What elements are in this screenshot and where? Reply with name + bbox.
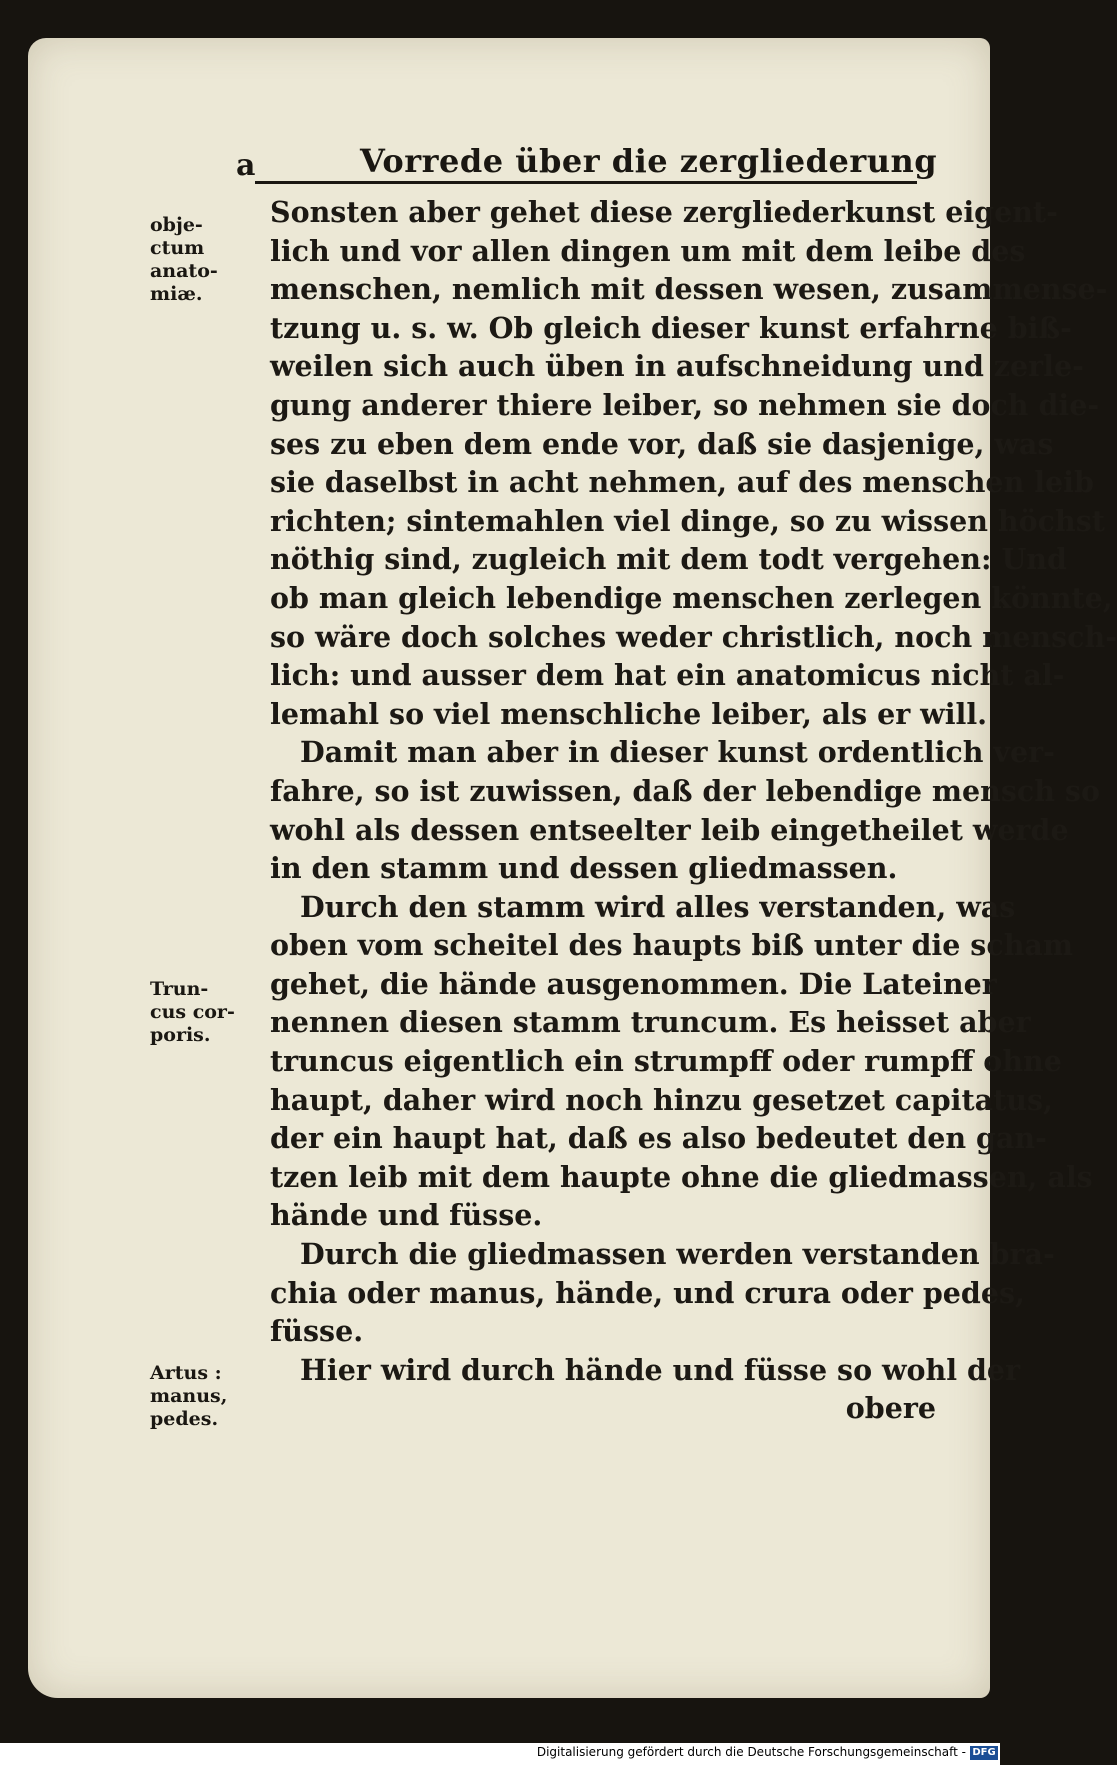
text-line: Sonsten aber gehet diese zergliederkunst eigent- [270,195,1058,229]
text-line: chia oder manus, hände, und crura oder pedes, [270,1275,1025,1310]
text-line: tzung u. s. w. Ob gleich dieser kunst erfahrne biß- [270,310,1072,345]
text-line: tzen leib mit dem haupte ohne die gliedmassen, als [270,1159,1093,1194]
text-line: ob man gleich lebendige menschen zerlegen könnte, [270,580,1113,615]
text-line: richten; sintemahlen viel dinge, so zu wissen höchst [270,503,1105,538]
footer-bar [0,1743,1000,1765]
marginal-note-artus: Artus : manus, pedes. [150,1362,228,1430]
text-line: in den stamm und dessen gliedmassen. [270,851,898,886]
text-line: lich und vor allen dingen um mit dem leibe des [270,233,1026,268]
text-line: füsse. [270,1314,364,1349]
text-line: Durch die gliedmassen werden verstanden bra- [300,1237,1055,1272]
footer-credit: Digitalisierung gefördert durch die Deutsche Forschungsgemeinschaft - [536,1745,966,1759]
text-line: truncus eigentlich ein strumpff oder rumpff ohne [270,1044,1062,1079]
page-number: a [236,148,256,183]
dfg-logo-icon: DFG [970,1746,998,1760]
text-line: haupt, daher wird noch hinzu gesetzet capitatus, [270,1082,1053,1117]
text-line: sie daselbst in acht nehmen, auf des menschen leib [270,465,1094,500]
catchword: obere [845,1391,936,1426]
text-line: nennen diesen stamm truncum. Es heisset aber [270,1005,1031,1040]
text-line: gehet, die hände ausgenommen. Die Lateiner [270,966,997,1001]
text-line: lich: und ausser dem hat ein anatomicus nicht al- [270,658,1065,693]
text-line: hände und füsse. [270,1198,543,1233]
text-line: der ein haupt hat, daß es also bedeutet den gan- [270,1121,1047,1156]
text-line: lemahl so viel menschliche leiber, als er will. [270,696,988,731]
text-line: oben vom scheitel des haupts biß unter die scham [270,928,1074,963]
text-line: ses zu eben dem ende vor, daß sie dasjenige, was [270,426,1054,461]
text-line: Hier wird durch hände und füsse so wohl der [300,1352,1021,1387]
running-head: Vorrede über die zergliederung [360,142,938,180]
body-text [270,193,1117,1428]
marginal-note-objectum: obje- ctum anato- miæ. [150,214,218,305]
text-line: menschen, nemlich mit dessen wesen, zusammense- [270,272,1108,307]
text-line: gung anderer thiere leiber, so nehmen sie doch die- [270,387,1100,422]
text-line: Durch den stamm wird alles verstanden, was [300,889,1016,924]
text-line: nöthig sind, zugleich mit dem todt vergehen: Und [270,542,1067,577]
page-header [0,0,1000,220]
text-line: wohl als dessen entseelter leib eingetheilet werde [270,812,1069,847]
header-rule [255,181,917,184]
text-line: so wäre doch solches weder christlich, noch mensch- [270,619,1117,654]
text-line: weilen sich auch üben in aufschneidung und zerle- [270,349,1084,384]
marginal-note-truncus: Trun- cus cor- poris. [150,978,235,1046]
text-line: fahre, so ist zuwissen, daß der lebendige mensch so [270,773,1100,808]
text-line: Damit man aber in dieser kunst ordentlich ver- [300,735,1055,770]
